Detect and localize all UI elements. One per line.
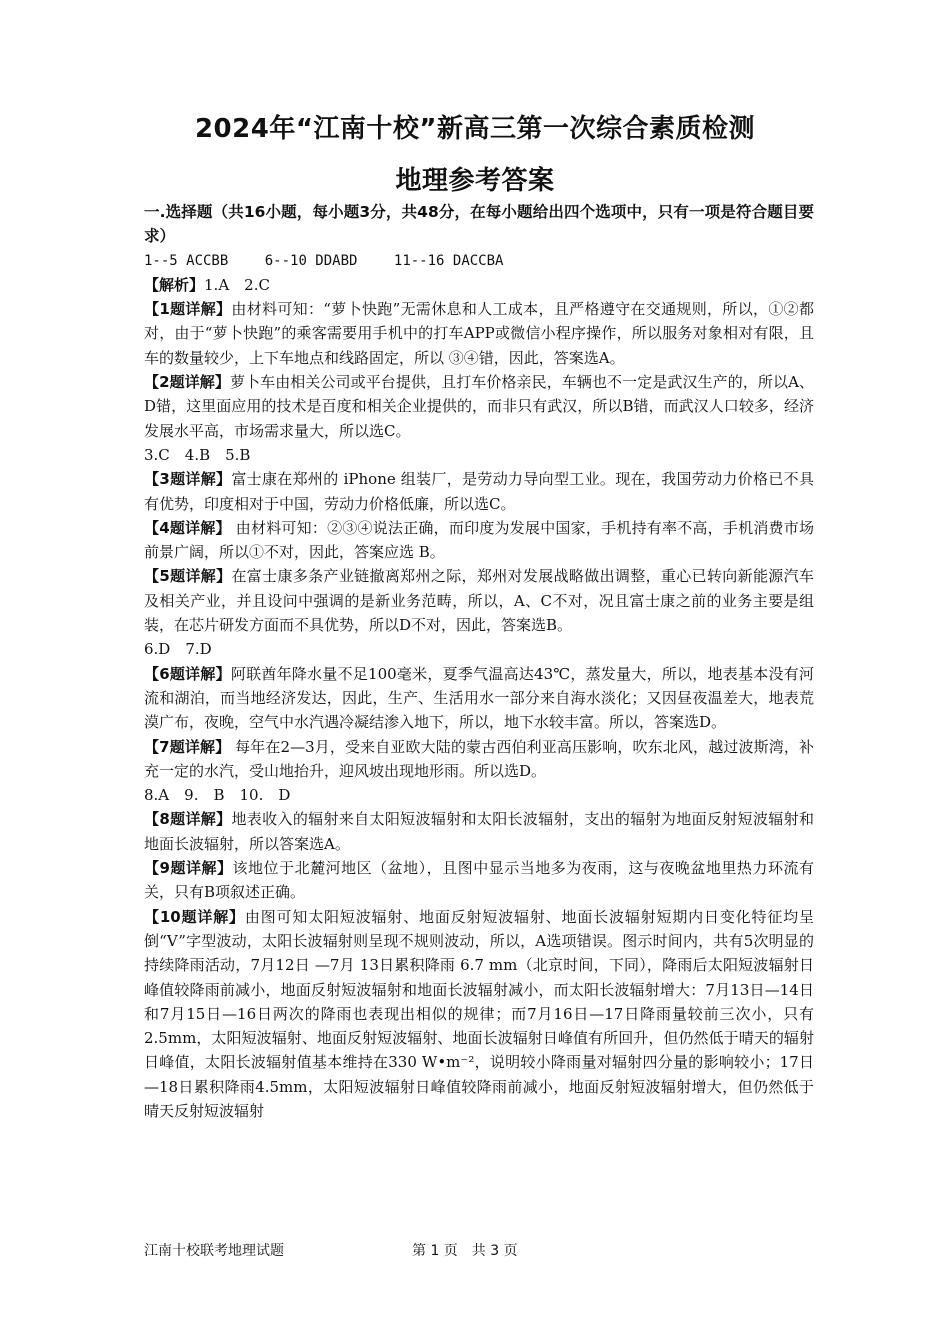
paragraph-text: 由材料可知：“萝卜快跑”无需休息和人工成本，且严格遵守在交通规则，所以，①②都对，由于“萝卜快跑”的乘客需要用手机中的打车APP或微信小程序操作，所以服务对象相对有限，且车的数量较少，上下车地点和线路固定，所以 ③④错，因此，答案选A。 bbox=[144, 300, 814, 367]
paragraph-label: 【8题详解】 bbox=[144, 810, 232, 829]
paragraph bbox=[144, 467, 814, 516]
paragraph-label: 【2题详解】 bbox=[144, 373, 230, 392]
paragraph-text: 萝卜车由相关公司或平台提供，且打车价格亲民，车辆也不一定是武汉生产的，所以A、D错，这里面应用的技术是百度和相关企业提供的，而非只有武汉，所以B错，而武汉人口较多，经济发展水平高，市场需求量大，所以选C。 bbox=[144, 373, 814, 440]
paragraph bbox=[144, 564, 814, 637]
paragraph-text: 每年在2—3月，受来自亚欧大陆的蒙古西伯利亚高压影响，吹东北风，越过波斯湾，补充一定的水汽，受山地抬升，迎风坡出现地形雨。所以选D。 bbox=[144, 737, 814, 780]
paragraph-text: 1.A 2.C bbox=[204, 275, 270, 294]
footer-exam-name: 江南十校联考地理试题 bbox=[144, 1243, 284, 1259]
paragraph-text: 8.A 9. B 10. D bbox=[144, 786, 291, 805]
paragraph bbox=[144, 735, 814, 784]
answer-key bbox=[144, 249, 814, 273]
paragraph bbox=[144, 297, 814, 370]
answer-key-group: 1--5 ACCBB bbox=[144, 252, 229, 269]
paragraph-label: 【7题详解】 bbox=[144, 737, 231, 756]
page-title: 2024年“江南十校”新高三第一次综合素质检测 bbox=[194, 114, 756, 144]
paragraph-label: 【9题详解】 bbox=[144, 859, 233, 878]
paragraph-text: 地表收入的辐射来自太阳短波辐射和太阳长波辐射，支出的辐射为地面反射短波辐射和地面长波辐射，所以答案选A。 bbox=[144, 810, 814, 853]
paragraph-label: 【3题详解】 bbox=[144, 470, 232, 489]
paragraph-text: 该地位于北麓河地区（盆地），且图中显示当地多为夜雨，这与夜晚盆地里热力环流有关，只有B项叙述正确。 bbox=[144, 859, 814, 902]
paragraph bbox=[144, 807, 814, 856]
paragraph-text: 阿联酋年降水量不足100毫米，夏季气温高达43℃，蒸发量大，所以，地表基本没有河流和湖泊，而当地经济发达，因此，生产、生活用水一部分来自海水淡化；又因昼夜温差大，地表荒漠广布，夜晚，空气中水汽遇冷凝结渗入地下，所以，地下水较丰富。所以，答案选D。 bbox=[144, 664, 814, 732]
answer-line bbox=[144, 783, 814, 807]
answer-line bbox=[144, 637, 814, 661]
paragraph bbox=[144, 516, 814, 565]
answer-line bbox=[144, 443, 814, 467]
paragraph-text: 富士康在郑州的 iPhone 组装厂，是劳动力导向型工业。现在，我国劳动力价格已不具有优势，印度相对于中国，劳动力价格低廉，所以选C。 bbox=[144, 470, 814, 513]
paragraph bbox=[144, 905, 814, 1124]
section-heading: 一.选择题（共16小题，每小题3分，共48分，在每小题给出四个选项中，只有一项是符合题目要求） bbox=[144, 203, 814, 246]
paragraph-label: 【4题详解】 bbox=[144, 518, 231, 537]
paragraph bbox=[144, 370, 814, 443]
footer-page-number: 第 1 页 共 3 页 bbox=[412, 1243, 518, 1259]
paragraph-label: 【6题详解】 bbox=[144, 664, 231, 683]
paragraph-label: 【解析】 bbox=[144, 275, 205, 294]
paragraph bbox=[144, 662, 814, 735]
paragraph bbox=[144, 856, 814, 905]
answer-key-group: 6--10 DDABD bbox=[264, 252, 358, 269]
paragraph-text: 在富士康多条产业链撤离郑州之际，郑州对发展战略做出调整，重心已转向新能源汽车及相关产业，并且设问中强调的是新业务范畴，所以，A、C不对，况且富士康之前的业务主要是组装，在芯片研发方面而不具优势，所以D不对，因此，答案选B。 bbox=[144, 567, 814, 635]
paragraph bbox=[144, 273, 814, 297]
paragraph-label: 【5题详解】 bbox=[144, 567, 232, 586]
paragraph-label: 【10题详解】 bbox=[144, 907, 245, 926]
paragraph-text: 由材料可知：②③④说法正确，而印度为发展中国家，手机持有率不高，手机消费市场前景广阔，所以①不对，因此，答案应选 B。 bbox=[144, 518, 814, 562]
page-subtitle: 地理参考答案 bbox=[395, 166, 555, 196]
paragraph-text: 6.D 7.D bbox=[144, 640, 212, 659]
answer-content bbox=[144, 200, 814, 1123]
paragraph-text: 3.C 4.B 5.B bbox=[144, 445, 251, 464]
paragraph-text: 由图可知太阳短波辐射、地面反射短波辐射、地面长波辐射短期内日变化特征均呈倒“V”字型波动，太阳长波辐射则呈现不规则波动，所以，A选项错误。图示时间内，共有5次明显的持续降雨活动，7月12日 —7月 13日累积降雨 6.7 mm（北京时间，下同），降雨后太阳短波辐射日峰值较降雨前减小，地面反射短波辐射和地面长波辐射减小，而太阳长波辐射增大：7月13日—14日和7月15日—16日两次的降雨也表现出相似的规律；而7月16日—17日降雨量较前三次小，只有2.5mm，太阳短波辐射、地面反射短波辐射、地面长波辐射日峰值有所回升，但仍然低于晴天的辐射日峰值，太阳长波辐射值基本维持在330 W•m⁻²，说明较小降雨量对辐射四分量的影响较小；17日—18日累积降雨4.5mm，太阳短波辐射日峰值较降雨前减小，地面反射短波辐射增大，但仍然低于晴天反射短波辐射 bbox=[144, 907, 814, 1120]
answer-key-group: 11--16 DACCBA bbox=[393, 252, 504, 269]
paragraph-label: 【1题详解】 bbox=[144, 300, 232, 319]
